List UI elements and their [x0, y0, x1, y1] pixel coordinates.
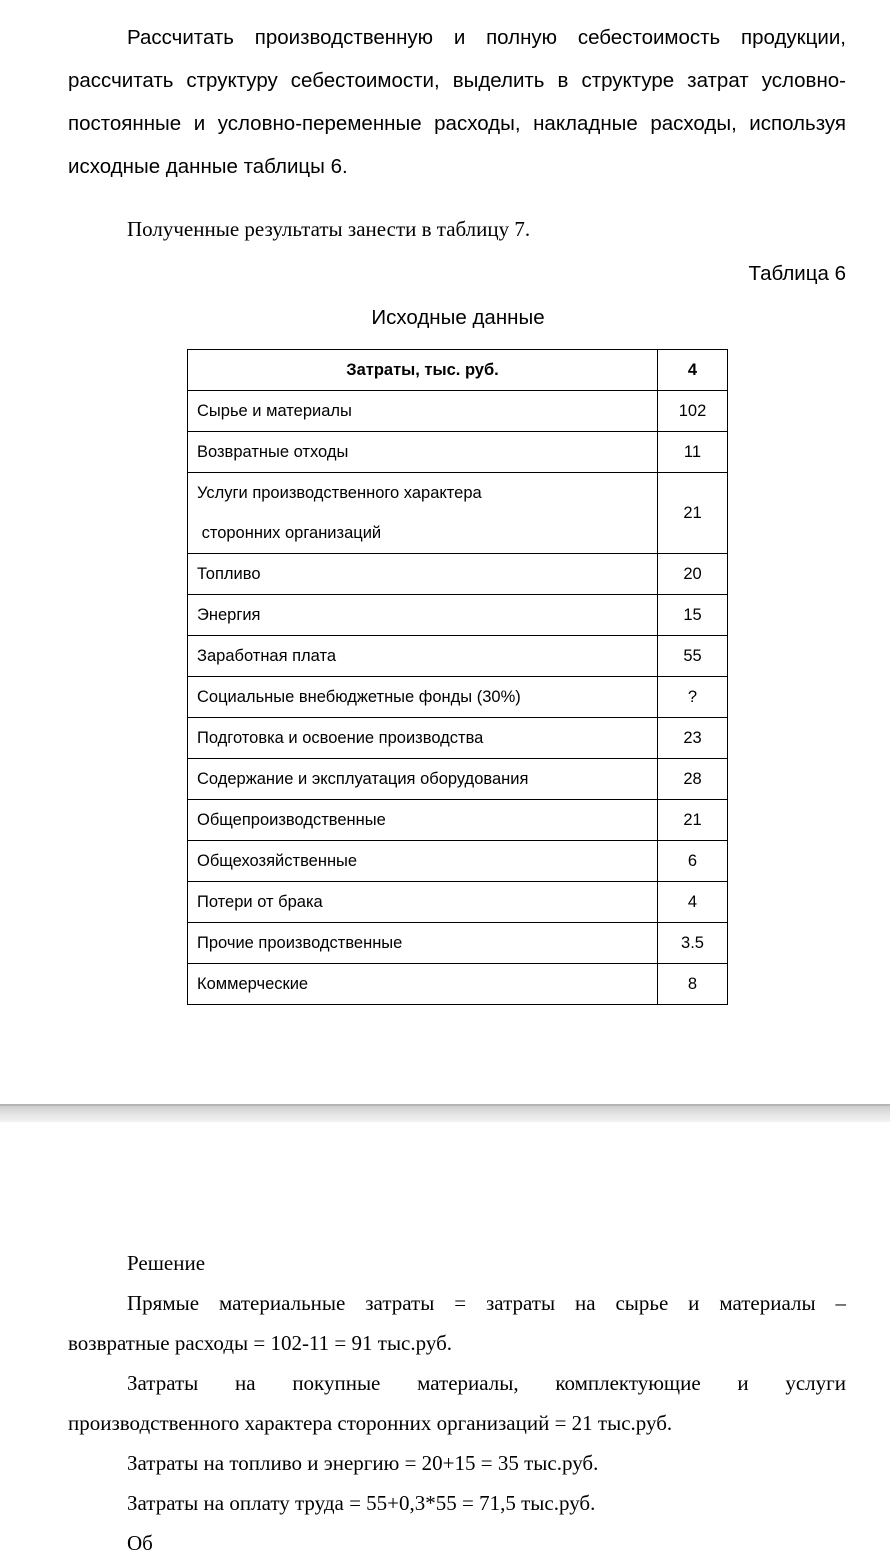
solution-text: [68, 1243, 846, 1563]
table-row: [188, 923, 728, 964]
table-row: [188, 391, 728, 432]
solution-line-3: Затраты на покупные материалы, комплектующие и услуги: [127, 1371, 846, 1395]
table-row: [188, 882, 728, 923]
table-header-row: [188, 350, 728, 391]
row-name: Общепроизводственные: [188, 800, 658, 841]
row-value: 55: [658, 636, 728, 677]
result-instruction: Полученные результаты занести в таблицу 7.: [127, 217, 531, 241]
table-row: [188, 636, 728, 677]
table-caption: Таблица 6: [748, 262, 846, 285]
row-name: Подготовка и освоение производства: [188, 718, 658, 759]
solution-line-5: Затраты на топливо и энергию = 20+15 = 35 тыс.руб.: [127, 1451, 599, 1475]
solution-line-4: производственного характера сторонних организаций = 21 тыс.руб.: [68, 1411, 673, 1435]
row-value: 28: [658, 759, 728, 800]
row-name: Возвратные отходы: [188, 432, 658, 473]
table-row: [188, 718, 728, 759]
header-variant: 4: [658, 350, 728, 391]
row-name: Коммерческие: [188, 964, 658, 1005]
row-value: 23: [658, 718, 728, 759]
page-separator: [0, 1104, 890, 1122]
row-value: 4: [658, 882, 728, 923]
row-name: Энергия: [188, 595, 658, 636]
task-line-4: исходные данные таблицы 6.: [68, 155, 348, 178]
row-value: 21: [658, 800, 728, 841]
row-name: Сырье и материалы: [188, 391, 658, 432]
task-paragraph: [68, 16, 846, 188]
row-value: 21: [658, 473, 728, 554]
table-row: [188, 759, 728, 800]
solution-line-2: возвратные расходы = 102-11 = 91 тыс.руб.: [68, 1331, 452, 1355]
table-row: [188, 554, 728, 595]
row-name-line-1: Услуги производственного характера: [197, 484, 482, 502]
row-name: Содержание и эксплуатация оборудования: [188, 759, 658, 800]
table-title: Исходные данные: [371, 306, 545, 329]
table-row: [188, 841, 728, 882]
row-value: 102: [658, 391, 728, 432]
row-name: Общехозяйственные: [188, 841, 658, 882]
table-row: [188, 473, 728, 554]
solution-line-1: Прямые материальные затраты = затраты на сырье и материалы –: [127, 1291, 846, 1315]
row-name: Заработная плата: [188, 636, 658, 677]
row-name: Прочие производственные: [188, 923, 658, 964]
header-costs: Затраты, тыс. руб.: [188, 350, 658, 391]
document-page-2: [0, 1122, 890, 1555]
row-value: ?: [658, 677, 728, 718]
row-value: 8: [658, 964, 728, 1005]
row-name: Социальные внебюджетные фонды (30%): [188, 677, 658, 718]
table-row: [188, 800, 728, 841]
solution-line-6: Затраты на оплату труда = 55+0,3*55 = 71,5 тыс.руб.: [127, 1491, 596, 1515]
task-line-2: рассчитать структуру себестоимости, выделить в структуре затрат условно-: [68, 69, 846, 92]
row-value: 11: [658, 432, 728, 473]
row-value: 15: [658, 595, 728, 636]
table-row: [188, 595, 728, 636]
row-value: 20: [658, 554, 728, 595]
row-value: 6: [658, 841, 728, 882]
row-name: Топливо: [188, 554, 658, 595]
source-data-table: [187, 349, 728, 1005]
table-row: [188, 677, 728, 718]
task-line-3: постоянные и условно-переменные расходы, накладные расходы, используя: [68, 112, 846, 135]
table-row: [188, 964, 728, 1005]
task-line-1: Рассчитать производственную и полную себестоимость продукции,: [127, 26, 846, 49]
row-name: [188, 473, 658, 554]
row-name-line-2: сторонних организаций: [197, 524, 382, 542]
row-name: Потери от брака: [188, 882, 658, 923]
table-row: [188, 432, 728, 473]
solution-heading: Решение: [127, 1251, 206, 1275]
row-value: 3.5: [658, 923, 728, 964]
solution-line-7: Об: [127, 1531, 153, 1555]
